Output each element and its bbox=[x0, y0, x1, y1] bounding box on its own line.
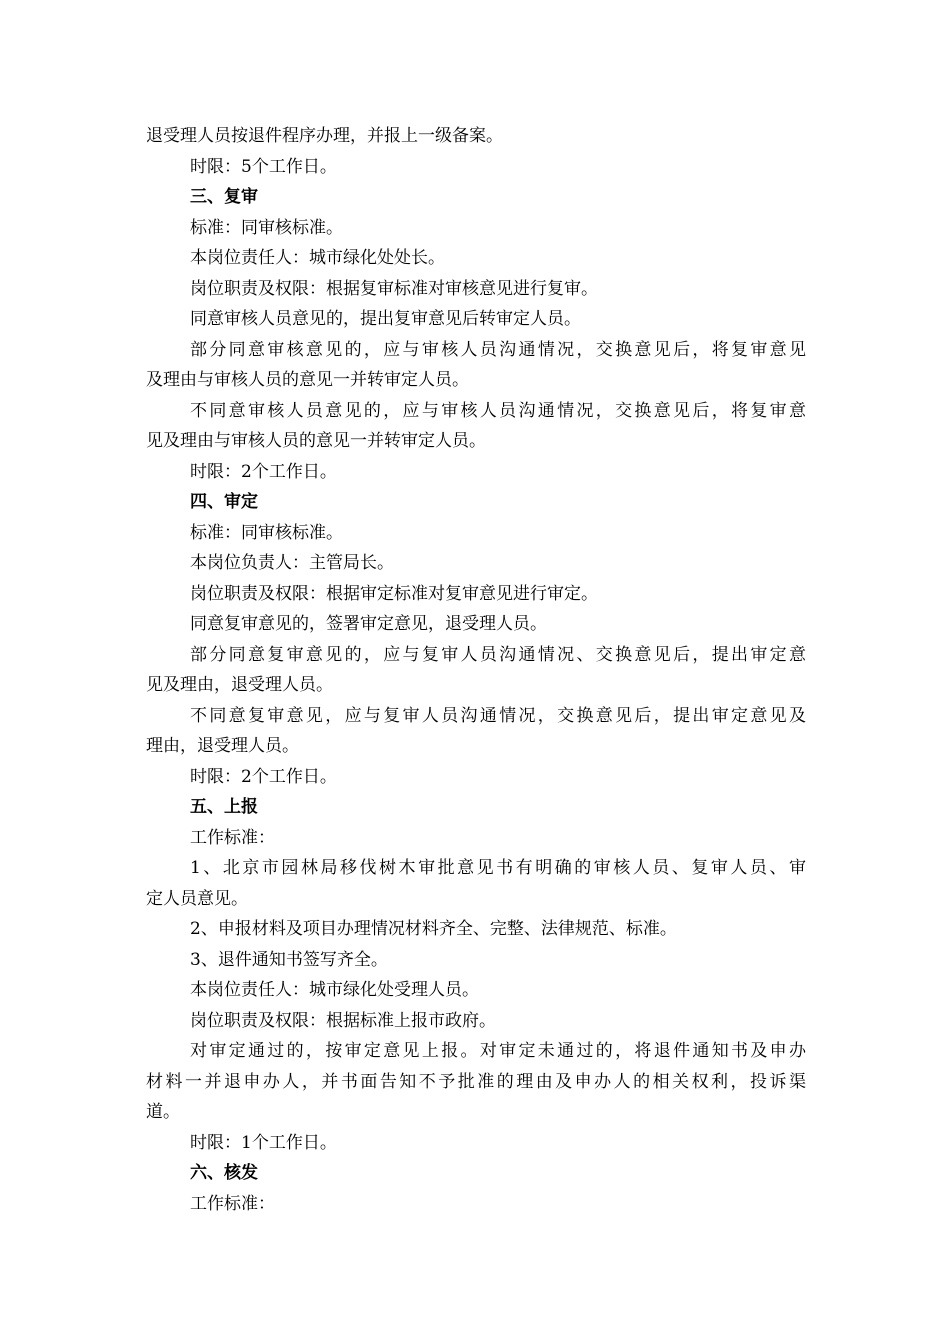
text-line: 岗位职责及权限：根据复审标准对审核意见进行复审。 bbox=[190, 278, 598, 299]
text-line: 标准：同审核标准。 bbox=[190, 522, 343, 543]
text-line: 2、申报材料及项目办理情况材料齐全、完整、法律规范、标准。 bbox=[190, 919, 677, 939]
text-line: 不同意复审意见，应与复审人员沟通情况，交换意见后，提出审定意见及 bbox=[190, 705, 806, 726]
text-line: 道。 bbox=[146, 1102, 180, 1122]
section-heading: 五、上报 bbox=[190, 797, 258, 817]
text-line: 工作标准： bbox=[190, 827, 275, 848]
text-line: 不同意审核人员意见的，应与审核人员沟通情况，交换意见后，将复审意 bbox=[190, 400, 806, 421]
text-line: 3、退件通知书签写齐全。 bbox=[190, 949, 388, 970]
document-body bbox=[146, 121, 806, 1219]
text-line: 部分同意复审意见的，应与复审人员沟通情况、交换意见后，提出审定意 bbox=[190, 644, 806, 665]
text-line: 及理由与审核人员的意见一并转审定人员。 bbox=[146, 370, 469, 390]
text-line: 1、北京市园林局移伐树木审批意见书有明确的审核人员、复审人员、审 bbox=[190, 858, 806, 878]
text-line: 同意复审意见的，签署审定意见，退受理人员。 bbox=[190, 614, 547, 634]
text-line: 时限：2个工作日。 bbox=[190, 766, 337, 787]
text-line: 退受理人员按退件程序办理，并报上一级备案。 bbox=[146, 126, 503, 146]
text-line: 部分同意审核意见的，应与审核人员沟通情况，交换意见后，将复审意见 bbox=[190, 339, 806, 360]
text-line: 定人员意见。 bbox=[146, 888, 248, 909]
section-heading: 六、核发 bbox=[190, 1163, 258, 1183]
text-line: 岗位职责及权限：根据标准上报市政府。 bbox=[190, 1010, 496, 1031]
text-line: 对审定通过的，按审定意见上报。对审定未通过的，将退件通知书及申办 bbox=[190, 1041, 806, 1061]
text-line: 岗位职责及权限：根据审定标准对复审意见进行审定。 bbox=[190, 583, 598, 604]
text-line: 时限：2个工作日。 bbox=[190, 461, 337, 482]
text-line: 理由，退受理人员。 bbox=[146, 736, 299, 756]
text-line: 时限：1个工作日。 bbox=[190, 1132, 337, 1153]
text-line: 工作标准： bbox=[190, 1193, 275, 1214]
text-line: 见及理由，退受理人员。 bbox=[146, 675, 333, 695]
section-heading: 四、审定 bbox=[190, 492, 258, 512]
text-line: 时限：5个工作日。 bbox=[190, 156, 337, 177]
text-line: 标准：同审核标准。 bbox=[190, 217, 343, 238]
text-line: 本岗位责任人：城市绿化处受理人员。 bbox=[190, 980, 479, 1000]
text-line: 本岗位负责人：主管局长。 bbox=[190, 553, 394, 573]
text-line: 见及理由与审核人员的意见一并转审定人员。 bbox=[146, 431, 486, 451]
text-line: 同意审核人员意见的，提出复审意见后转审定人员。 bbox=[190, 309, 581, 329]
text-line: 本岗位责任人：城市绿化处处长。 bbox=[190, 248, 445, 268]
section-heading: 三、复审 bbox=[190, 187, 258, 207]
text-line: 材料一并退申办人，并书面告知不予批准的理由及申办人的相关权利，投诉渠 bbox=[146, 1071, 806, 1092]
